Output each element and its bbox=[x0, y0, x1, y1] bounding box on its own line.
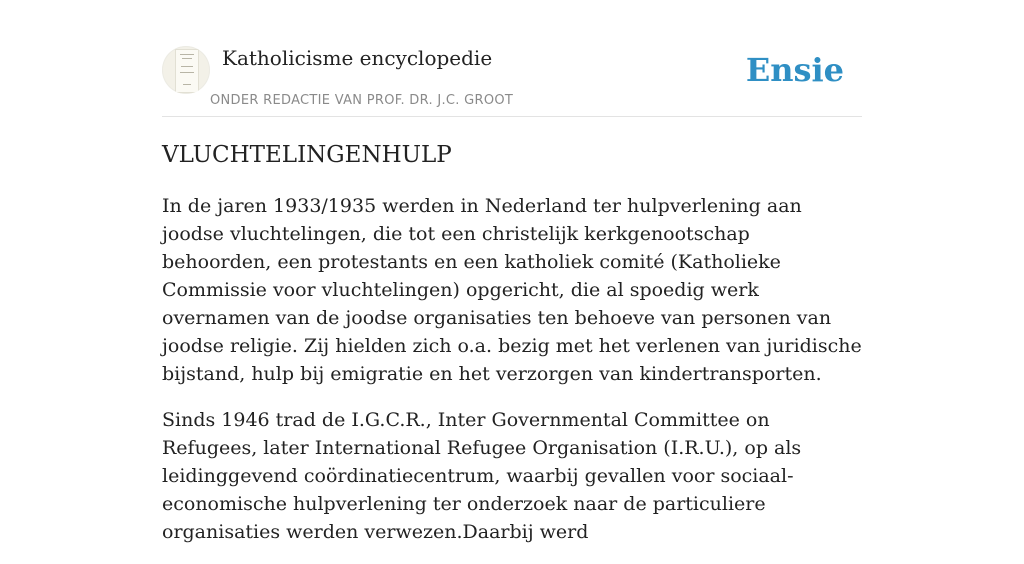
book-cover-page bbox=[175, 49, 199, 93]
cover-line bbox=[181, 66, 193, 67]
book-cover-icon[interactable] bbox=[162, 46, 210, 94]
site-header bbox=[162, 0, 862, 117]
editor-line: ONDER REDACTIE VAN PROF. DR. J.C. GROOT bbox=[210, 93, 514, 108]
entry-body bbox=[162, 192, 862, 564]
cover-line bbox=[182, 58, 192, 59]
cover-line bbox=[180, 54, 194, 55]
entry-title: VLUCHTELINGENHULP bbox=[162, 142, 452, 168]
ensie-logo-link[interactable]: Ensie bbox=[745, 51, 844, 89]
cover-line bbox=[180, 72, 194, 73]
entry-paragraph: Sinds 1946 trad de I.G.C.R., Inter Governmental Committee on Refugees, later International Refugee Organisation (I.R.U.), op als leidinggevend coördinatiecentrum, waarbij gevallen voor sociaal-economische hulpverlening ter onderzoek naar de particuliere organisaties werden verwezen.Daarbij werd bbox=[162, 409, 802, 543]
entry-paragraph: In de jaren 1933/1935 werden in Nederland ter hulpverlening aan joodse vluchtelingen, die tot een christelijk kerkgenootschap behoorden, een protestants en een katholiek comité (Katholieke Commissie voor vluchtelingen) opgericht, die al spoedig werk overnamen van de joodse organisaties ten behoeve van personen van joodse religie. Zij hielden zich o.a. bezig met het verlenen van juridische bijstand, hulp bij emigratie en het verzorgen van kindertransporten. bbox=[162, 195, 862, 385]
cover-line bbox=[183, 84, 191, 85]
page bbox=[162, 0, 862, 543]
book-title[interactable]: Katholicisme encyclopedie bbox=[222, 46, 493, 70]
